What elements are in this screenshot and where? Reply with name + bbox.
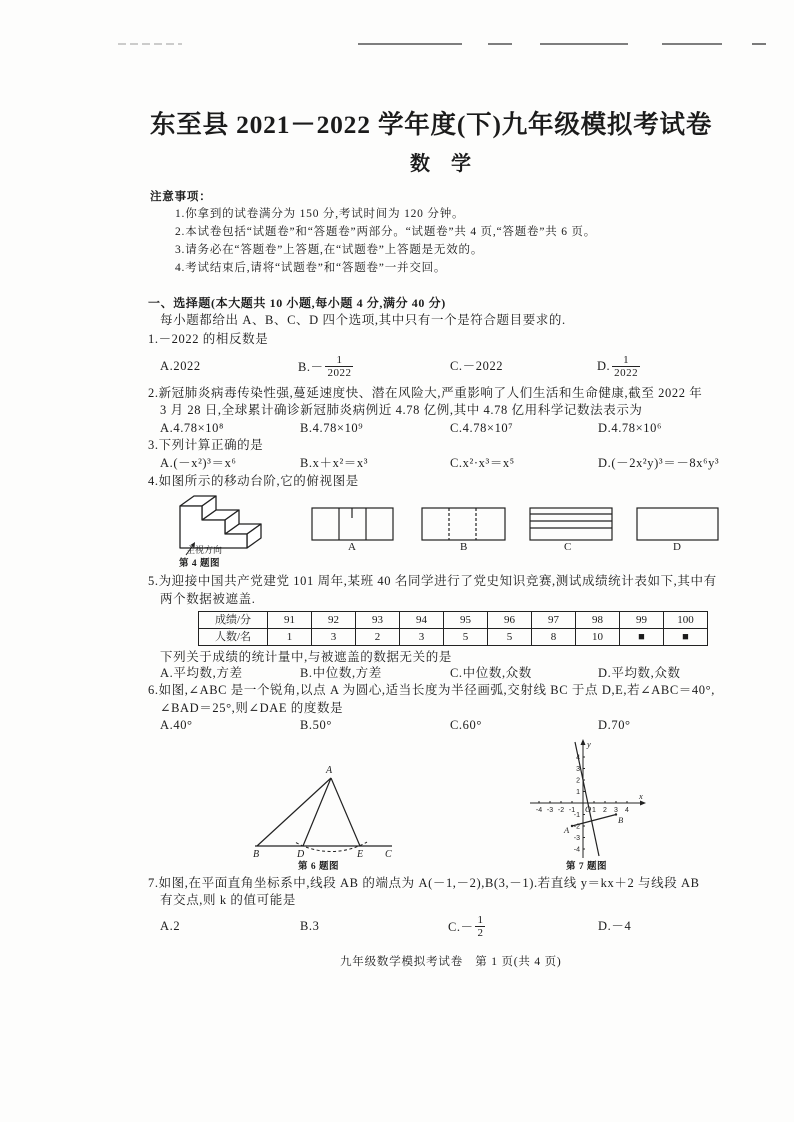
notice-item: 2.本试卷包括“试题卷”和“答题卷”两部分。“试题卷”共 4 页,“答题卷”共 6 页。 bbox=[175, 226, 597, 238]
segment-ae bbox=[331, 778, 360, 846]
q6-option-c: C.60° bbox=[450, 718, 482, 732]
notice-item: 4.考试结束后,请将“试题卷”和“答题卷”一并交回。 bbox=[175, 262, 447, 274]
point-e-label: E bbox=[357, 849, 364, 860]
fraction bbox=[612, 354, 640, 379]
table-cell: 1 bbox=[268, 629, 312, 646]
q4-option-d-label: D bbox=[673, 541, 681, 553]
q6-figure-caption: 第 6 题图 bbox=[298, 862, 340, 872]
exam-title: 东至县 2021－2022 学年度(下)九年级模拟考试卷 bbox=[150, 110, 713, 139]
x-tick-label: -1 bbox=[568, 807, 576, 814]
x-tick-label: -3 bbox=[546, 807, 554, 814]
fraction-numerator: 1 bbox=[623, 353, 630, 366]
page-footer: 九年级数学模拟考试卷 第 1 页(共 4 页) bbox=[340, 956, 562, 968]
table-cell: 3 bbox=[312, 629, 356, 646]
q2-option-d: D.4.78×10⁶ bbox=[598, 421, 662, 435]
q6-option-a: A.40° bbox=[160, 718, 193, 732]
q5-option-c: C.中位数,众数 bbox=[450, 666, 532, 680]
q7-option-c bbox=[448, 913, 485, 939]
fraction-denominator: 2 bbox=[477, 926, 484, 939]
masked-cell: ■ bbox=[664, 629, 708, 646]
score-table bbox=[198, 611, 708, 646]
x-axis-label: x bbox=[639, 791, 643, 801]
y-tick-label: 3 bbox=[576, 766, 580, 773]
y-axis-label: y bbox=[587, 739, 591, 749]
masked-cell: ■ bbox=[620, 629, 664, 646]
x-tick-label: 3 bbox=[614, 807, 618, 814]
point-c-label: C bbox=[385, 849, 392, 860]
q2-option-c: C.4.78×10⁷ bbox=[450, 421, 514, 435]
q5-stem-line: 5.为迎接中国共产党建党 101 周年,某班 40 名同学进行了党史知识竞赛,测试成绩统计表如下,其中有 bbox=[148, 574, 717, 588]
q7-stem-line: 7.如图,在平面直角坐标系中,线段 AB 的端点为 A(－1,－2),B(3,－1).若直线 y＝kx＋2 与线段 AB bbox=[148, 876, 700, 890]
q7-figure-caption: 第 7 题图 bbox=[566, 862, 608, 872]
fraction-numerator: 1 bbox=[477, 913, 484, 926]
q4-option-a-label: A bbox=[348, 541, 356, 553]
q2-option-a: A.4.78×10⁸ bbox=[160, 421, 224, 435]
q1-option-a: A.2022 bbox=[160, 359, 201, 373]
fraction-numerator: 1 bbox=[336, 353, 343, 366]
table-cell: 2 bbox=[356, 629, 400, 646]
y-tick-label: -2 bbox=[573, 823, 580, 831]
fraction-denominator: 2022 bbox=[614, 366, 639, 379]
option-prefix: D. bbox=[597, 358, 611, 373]
origin-label: O bbox=[585, 804, 592, 814]
table-cell: 99 bbox=[620, 612, 664, 629]
x-tick-label: 4 bbox=[625, 807, 629, 814]
segment-ab bbox=[257, 778, 331, 846]
point-a-label: A bbox=[326, 765, 333, 776]
q6-option-b: B.50° bbox=[300, 718, 332, 732]
q2-stem-line: 2.新冠肺炎病毒传染性强,蔓延速度快、潜在风险大,严重影响了人们生活和生命健康,截至 2022 年 bbox=[148, 386, 703, 400]
table-cell: 91 bbox=[268, 612, 312, 629]
table-cell: 100 bbox=[664, 612, 708, 629]
q7-coordinate-plane bbox=[528, 738, 650, 860]
table-cell: 成绩/分 bbox=[199, 612, 268, 629]
q1-stem: 1.－2022 的相反数是 bbox=[148, 332, 269, 346]
notice-item: 3.请务必在“答题卷”上答题,在“试题卷”上答题是无效的。 bbox=[175, 244, 484, 256]
view-direction-label: 主视方向 bbox=[186, 545, 223, 555]
table-cell: 98 bbox=[576, 612, 620, 629]
table-cell: 5 bbox=[444, 629, 488, 646]
y-tick-label: 4 bbox=[576, 754, 580, 762]
q3-option-d: D.(－2x²y)³＝－8x⁶y³ bbox=[598, 456, 720, 470]
table-cell: 96 bbox=[488, 612, 532, 629]
q6-triangle-figure bbox=[250, 770, 395, 856]
table-cell: 92 bbox=[312, 612, 356, 629]
q4-option-b-label: B bbox=[460, 541, 468, 553]
y-tick-label: 1 bbox=[576, 789, 580, 796]
section-heading: 一、选择题(本大题共 10 小题,每小题 4 分,满分 40 分) bbox=[148, 296, 446, 310]
view-b-outline bbox=[422, 508, 505, 540]
option-prefix: B.－ bbox=[298, 360, 324, 374]
point-b-label: B bbox=[253, 849, 260, 860]
table-cell: 10 bbox=[576, 629, 620, 646]
notice-item: 1.你拿到的试卷满分为 150 分,考试时间为 120 分钟。 bbox=[175, 208, 465, 220]
table-cell: 人数/名 bbox=[199, 629, 268, 646]
q1-option-d bbox=[597, 353, 640, 379]
fraction bbox=[325, 354, 353, 379]
point-b-label: B bbox=[618, 815, 624, 825]
q7-option-b: B.3 bbox=[300, 919, 320, 933]
x-axis-arrow-icon bbox=[640, 801, 646, 806]
q3-stem: 3.下列计算正确的是 bbox=[148, 438, 264, 452]
table-cell: 95 bbox=[444, 612, 488, 629]
table-row-scores bbox=[199, 612, 708, 629]
y-tick-label: -1 bbox=[573, 812, 580, 819]
q5-option-b: B.中位数,方差 bbox=[300, 666, 382, 680]
fraction-denominator: 2022 bbox=[327, 366, 352, 379]
x-tick-label: -4 bbox=[535, 807, 543, 814]
q1-option-c: C.－2022 bbox=[450, 359, 504, 373]
fraction bbox=[475, 914, 485, 939]
y-axis-arrow-icon bbox=[581, 739, 586, 745]
point-a-label: A bbox=[564, 825, 570, 835]
y-tick-label: -3 bbox=[573, 835, 580, 842]
option-prefix: C.－ bbox=[448, 920, 474, 934]
q4-stem: 4.如图所示的移动台阶,它的俯视图是 bbox=[148, 474, 359, 488]
q3-option-b: B.x＋x²＝x³ bbox=[300, 456, 369, 470]
q7-stem-line: 有交点,则 k 的值可能是 bbox=[160, 893, 296, 907]
notice-heading: 注意事项： bbox=[150, 191, 212, 203]
table-cell: 93 bbox=[356, 612, 400, 629]
point-d-label: D bbox=[297, 849, 305, 860]
x-tick-label: -2 bbox=[557, 807, 565, 814]
q6-stem-line: 6.如图,∠ABC 是一个锐角,以点 A 为圆心,适当长度为半径画弧,交射线 BC 于点 D,E,若∠ABC＝40°, bbox=[148, 683, 715, 697]
q5-option-d: D.平均数,众数 bbox=[598, 666, 681, 680]
y-tick-label: -4 bbox=[573, 846, 580, 854]
q6-stem-line: ∠BAD＝25°,则∠DAE 的度数是 bbox=[160, 701, 344, 715]
view-c-outline bbox=[530, 508, 612, 540]
table-cell: 5 bbox=[488, 629, 532, 646]
q3-option-a: A.(－x²)³＝x⁶ bbox=[160, 456, 237, 470]
section-intro: 每小题都给出 A、B、C、D 四个选项,其中只有一个是符合题目要求的. bbox=[160, 313, 566, 327]
q5-option-a: A.平均数,方差 bbox=[160, 666, 243, 680]
q7-option-a: A.2 bbox=[160, 919, 181, 933]
q3-option-c: C.x²·x³＝x⁵ bbox=[450, 456, 515, 470]
q4-figure-caption: 第 4 题图 bbox=[179, 559, 221, 569]
q4-top-view-options bbox=[305, 502, 725, 546]
q5-question: 下列关于成绩的统计量中,与被遮盖的数据无关的是 bbox=[160, 650, 452, 664]
x-tick-label: 1 bbox=[592, 807, 596, 814]
subject-title: 数 学 bbox=[410, 153, 479, 175]
scan-top-rules bbox=[0, 38, 794, 50]
table-cell: 3 bbox=[400, 629, 444, 646]
q2-option-b: B.4.78×10⁹ bbox=[300, 421, 364, 435]
table-cell: 94 bbox=[400, 612, 444, 629]
q7-option-d: D.－4 bbox=[598, 919, 632, 933]
q5-stem-line: 两个数据被遮盖. bbox=[160, 592, 256, 606]
table-cell: 97 bbox=[532, 612, 576, 629]
y-tick-label: 2 bbox=[576, 777, 580, 785]
q6-option-d: D.70° bbox=[598, 718, 631, 732]
q2-stem-line: 3 月 28 日,全球累计确诊新冠肺炎病例近 4.78 亿例,其中 4.78 亿用科学记数法表示为 bbox=[160, 403, 643, 417]
view-d-outline bbox=[637, 508, 718, 540]
q4-option-c-label: C bbox=[564, 541, 572, 553]
table-cell: 8 bbox=[532, 629, 576, 646]
segment-ad bbox=[303, 778, 331, 846]
table-row-counts bbox=[199, 629, 708, 646]
x-tick-label: 2 bbox=[603, 807, 607, 814]
q1-option-b bbox=[298, 353, 353, 379]
